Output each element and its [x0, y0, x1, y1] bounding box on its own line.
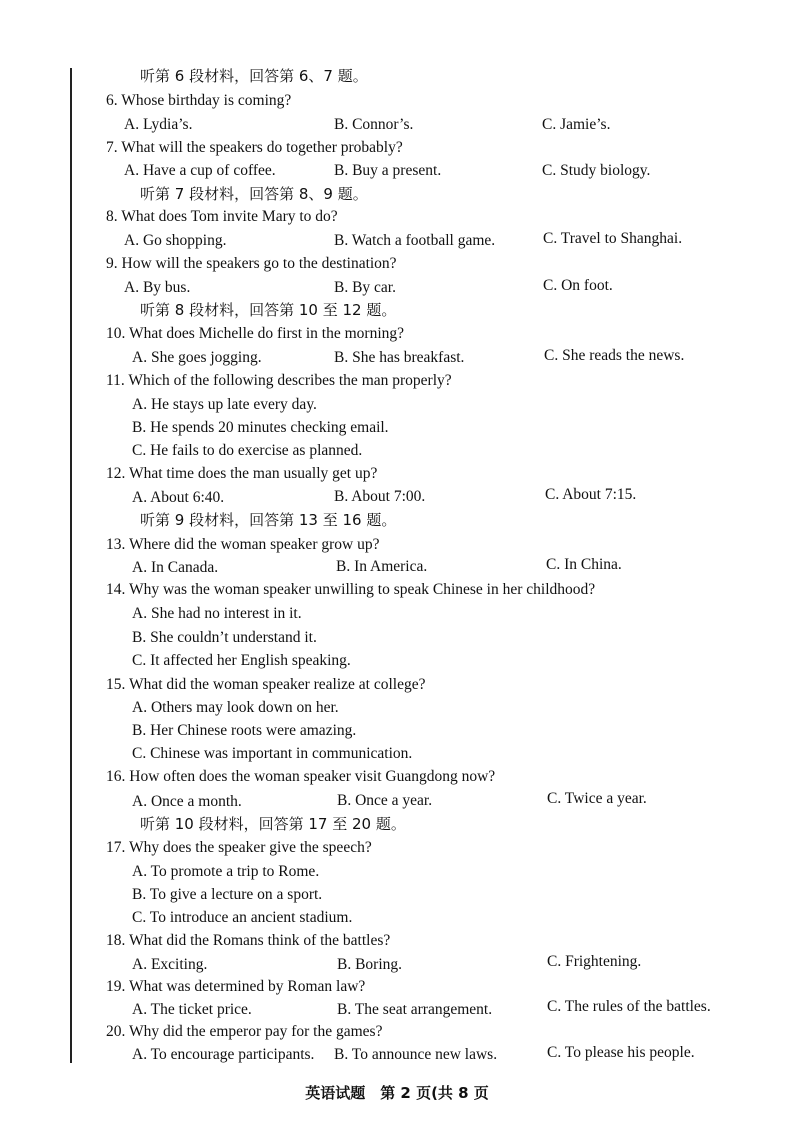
- option-b: B. Once a year.: [337, 792, 433, 809]
- option-b: B. To announce new laws.: [334, 1046, 498, 1063]
- question-stem: 20. Why did the emperor pay for the games?: [106, 1023, 383, 1040]
- question-stem: 11. Which of the following describes the man properly?: [106, 372, 452, 389]
- option-b: B. She has breakfast.: [334, 349, 465, 366]
- option-a: A. Lydia’s.: [124, 116, 193, 133]
- section-heading: 听第 6 段材料，回答第 6、7 题。: [140, 67, 368, 85]
- option-a: A. Have a cup of coffee.: [124, 162, 276, 179]
- option-a: A. She goes jogging.: [132, 349, 262, 366]
- option-c: C. To introduce an ancient stadium.: [132, 909, 353, 926]
- question-stem: 6. Whose birthday is coming?: [106, 92, 292, 109]
- option-b: B. The seat arrangement.: [337, 1001, 493, 1018]
- section-heading: 听第 8 段材料，回答第 10 至 12 题。: [140, 301, 397, 319]
- option-b: B. Watch a football game.: [334, 232, 496, 249]
- option-c: C. Frightening.: [547, 953, 642, 970]
- option-b: B. To give a lecture on a sport.: [132, 886, 323, 903]
- option-c: C. Travel to Shanghai.: [543, 230, 683, 247]
- question-stem: 15. What did the woman speaker realize at college?: [106, 676, 426, 693]
- question-stem: 19. What was determined by Roman law?: [106, 978, 366, 995]
- question-stem: 8. What does Tom invite Mary to do?: [106, 208, 338, 225]
- option-c: C. About 7:15.: [545, 486, 637, 503]
- question-stem: 17. Why does the speaker give the speech?: [106, 839, 372, 856]
- option-b: B. Buy a present.: [334, 162, 442, 179]
- section-heading: 听第 10 段材料，回答第 17 至 20 题。: [140, 815, 406, 833]
- option-b: B. By car.: [334, 279, 396, 296]
- option-c: C. In China.: [546, 556, 622, 573]
- option-a: A. Once a month.: [132, 793, 242, 810]
- option-b: B. In America.: [336, 558, 428, 575]
- option-c: C. She reads the news.: [544, 347, 685, 364]
- option-c: C. Jamie’s.: [542, 116, 611, 133]
- option-c: C. On foot.: [543, 277, 613, 294]
- option-a: A. He stays up late every day.: [132, 396, 317, 413]
- option-c: C. Study biology.: [542, 162, 651, 179]
- section-heading: 听第 7 段材料，回答第 8、9 题。: [140, 185, 368, 203]
- option-a: A. She had no interest in it.: [132, 605, 302, 622]
- question-stem: 10. What does Michelle do first in the morning?: [106, 325, 405, 342]
- option-b: B. Connor’s.: [334, 116, 414, 133]
- question-stem: 18. What did the Romans think of the battles?: [106, 932, 391, 949]
- option-b: B. She couldn’t understand it.: [132, 629, 317, 646]
- option-b: B. About 7:00.: [334, 488, 426, 505]
- option-c: C. Twice a year.: [547, 790, 647, 807]
- option-c: C. It affected her English speaking.: [132, 652, 351, 669]
- option-b: B. Boring.: [337, 956, 403, 973]
- option-a: A. The ticket price.: [132, 1001, 252, 1018]
- page-footer: 英语试题 第 2 页(共 8 页: [305, 1084, 489, 1102]
- option-c: C. Chinese was important in communication.: [132, 745, 413, 762]
- option-a: A. In Canada.: [132, 559, 219, 576]
- option-a: A. About 6:40.: [132, 489, 225, 506]
- option-b: B. Her Chinese roots were amazing.: [132, 722, 357, 739]
- option-c: C. To please his people.: [547, 1044, 695, 1061]
- question-stem: 7. What will the speakers do together probably?: [106, 139, 403, 156]
- question-stem: 12. What time does the man usually get up?: [106, 465, 378, 482]
- option-a: A. To encourage participants.: [132, 1046, 315, 1063]
- option-a: A. Go shopping.: [124, 232, 227, 249]
- option-b: B. He spends 20 minutes checking email.: [132, 419, 389, 436]
- option-a: A. By bus.: [124, 279, 191, 296]
- question-stem: 14. Why was the woman speaker unwilling to speak Chinese in her childhood?: [106, 581, 596, 598]
- option-a: A. Others may look down on her.: [132, 699, 339, 716]
- option-a: A. Exciting.: [132, 956, 208, 973]
- question-stem: 9. How will the speakers go to the destination?: [106, 255, 397, 272]
- option-a: A. To promote a trip to Rome.: [132, 863, 320, 880]
- option-c: C. He fails to do exercise as planned.: [132, 442, 363, 459]
- option-c: C. The rules of the battles.: [547, 998, 711, 1015]
- margin-rule: [70, 68, 72, 1063]
- question-stem: 13. Where did the woman speaker grow up?: [106, 536, 380, 553]
- section-heading: 听第 9 段材料，回答第 13 至 16 题。: [140, 511, 397, 529]
- question-stem: 16. How often does the woman speaker visit Guangdong now?: [106, 768, 496, 785]
